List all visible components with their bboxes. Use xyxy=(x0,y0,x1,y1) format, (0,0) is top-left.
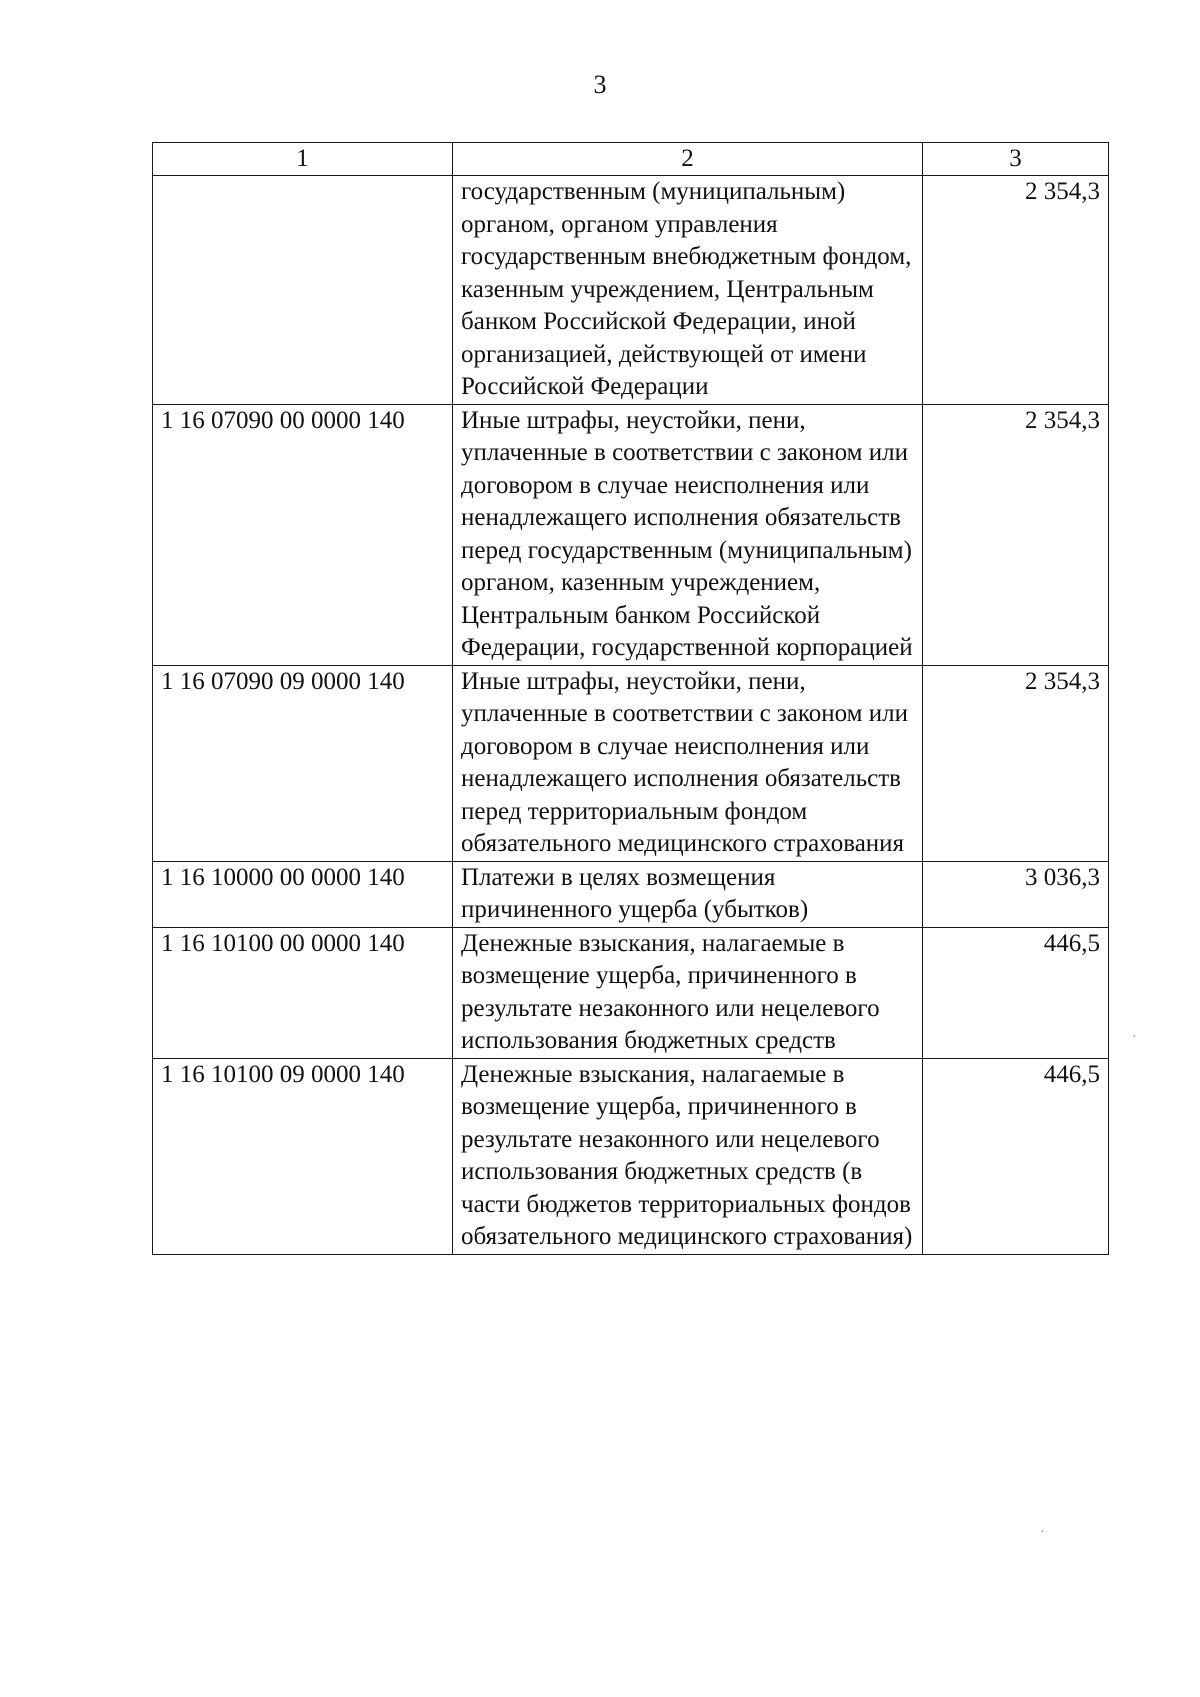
row-code: 1 16 07090 09 0000 140 xyxy=(153,665,453,861)
row-name: Иные штрафы, неустойки, пени, уплаченные в соответствии с законом или договором в случае неисполнения или ненадлежащего исполнения обязательств перед территориальным фондом обязательного медицинского страхования xyxy=(453,665,923,861)
row-code xyxy=(153,176,453,405)
row-amount: 2 354,3 xyxy=(923,665,1109,861)
row-name: Денежные взыскания, налагаемые в возмещение ущерба, причиненного в результате незаконного или нецелевого использования бюджетных средств xyxy=(453,927,923,1058)
column-header-name: 2 xyxy=(453,143,923,176)
table-header-row xyxy=(153,143,1109,176)
table-row xyxy=(153,1058,1109,1254)
scan-speck: · xyxy=(1040,1525,1045,1540)
row-code: 1 16 10100 00 0000 140 xyxy=(153,927,453,1058)
table-row xyxy=(153,176,1109,405)
row-amount: 446,5 xyxy=(923,927,1109,1058)
table-row xyxy=(153,404,1109,665)
row-amount: 446,5 xyxy=(923,1058,1109,1254)
budget-revenue-table xyxy=(152,142,1109,1255)
row-name: государственным (муниципальным) органом, органом управления государственным внебюджетным фондом, казенным учреждением, Центральным банком Российской Федерации, иной организацией, действующей от имени Российской Федерации xyxy=(453,176,923,405)
page-number: 3 xyxy=(593,70,607,99)
row-code: 1 16 07090 00 0000 140 xyxy=(153,404,453,665)
row-amount: 3 036,3 xyxy=(923,861,1109,927)
row-amount: 2 354,3 xyxy=(923,404,1109,665)
table-row xyxy=(153,861,1109,927)
row-name: Иные штрафы, неустойки, пени, уплаченные в соответствии с законом или договором в случае неисполнения или ненадлежащего исполнения обязательств перед государственным (муниципальным) органом, казенным учреждением, Центральным банком Российской Федерации, государственной корпорацией xyxy=(453,404,923,665)
scan-speck: · xyxy=(1132,1030,1137,1045)
column-header-amount: 3 xyxy=(923,143,1109,176)
row-name: Денежные взыскания, налагаемые в возмещение ущерба, причиненного в результате незаконного или нецелевого использования бюджетных средств (в части бюджетов территориальных фондов обязательного медицинского страхования) xyxy=(453,1058,923,1254)
column-header-code: 1 xyxy=(153,143,453,176)
table-row xyxy=(153,927,1109,1058)
row-amount: 2 354,3 xyxy=(923,176,1109,405)
row-code: 1 16 10100 09 0000 140 xyxy=(153,1058,453,1254)
table-row xyxy=(153,665,1109,861)
row-code: 1 16 10000 00 0000 140 xyxy=(153,861,453,927)
row-name: Платежи в целях возмещения причиненного ущерба (убытков) xyxy=(453,861,923,927)
